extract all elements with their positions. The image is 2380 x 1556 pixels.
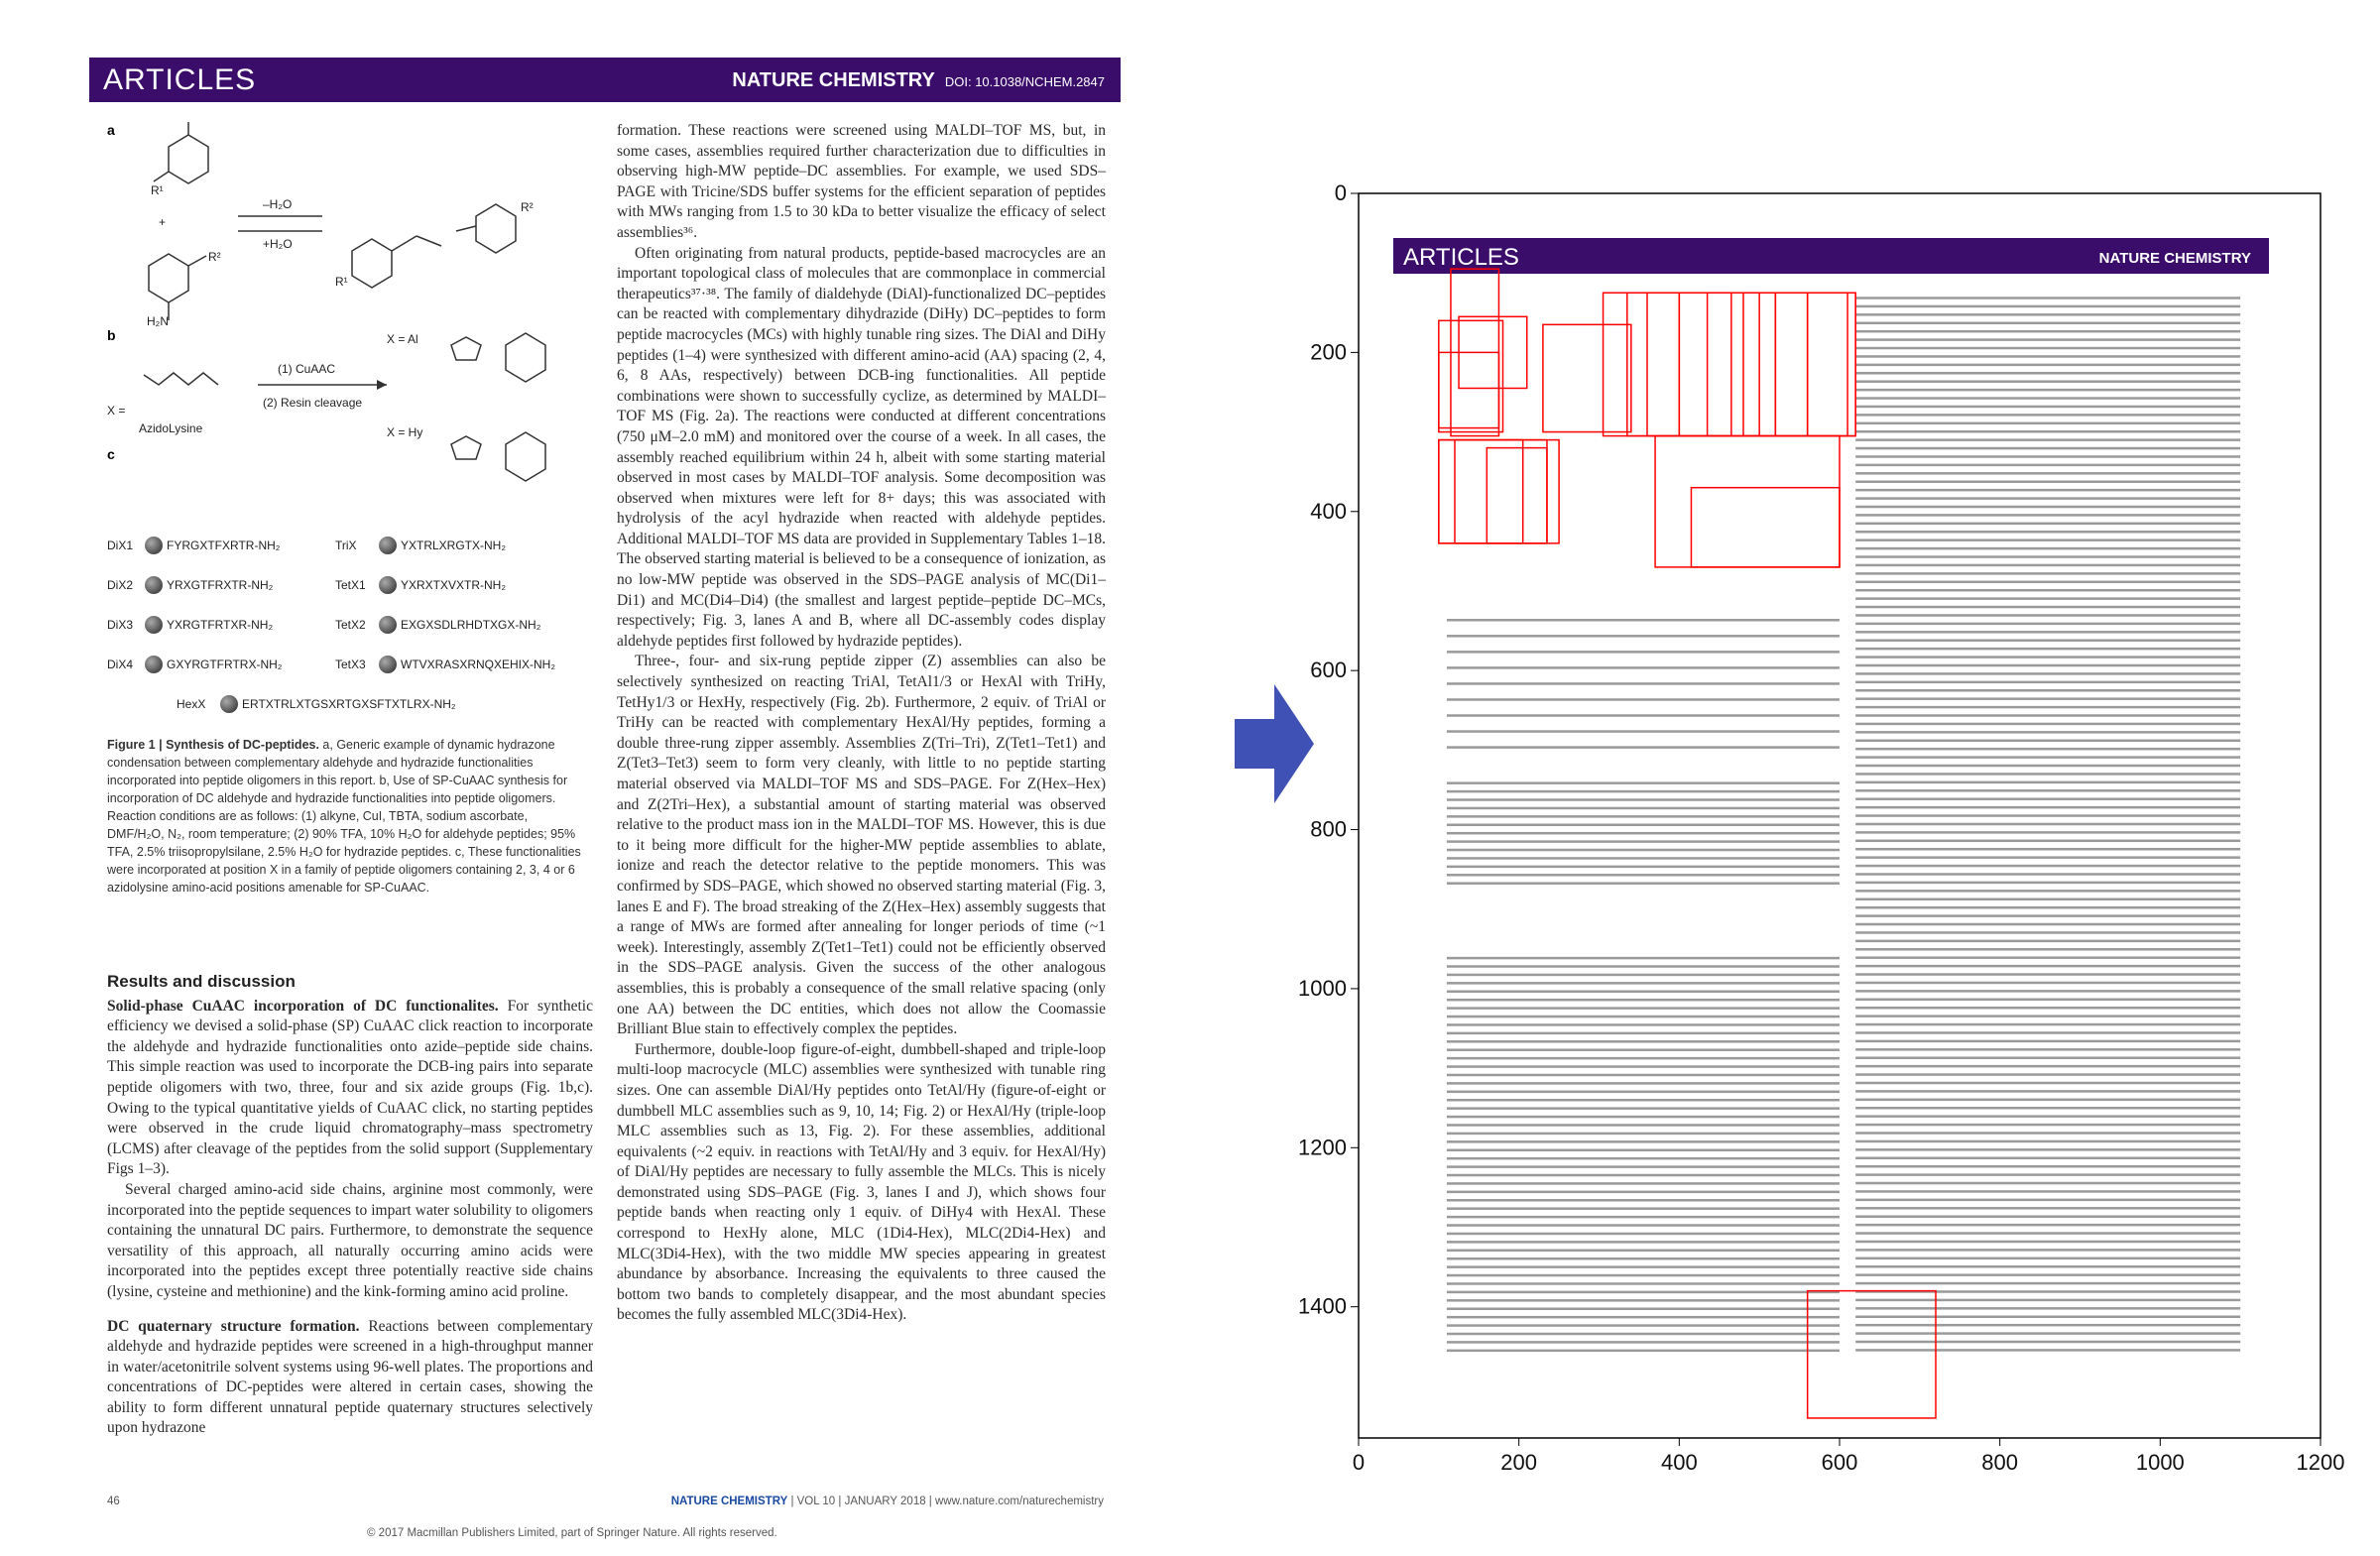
thumbnail-text-line [1855,523,2240,526]
paragraph: Three-, four- and six-rung peptide zipper (Z) assemblies can also be selectively synthesized on reacting TriAl, TetAl1/3 or HexAl with TriHy, TetHy1/3 or HexHy, respectively (Fig. 2b). Furthermore, 2 equiv. of TriAl or TriHy can be reacted with complementary HexAl/Hy peptides, forming a double three-rung zipper assembly. Assemblies Z(Tri–Tri), Z(Tet1–Tet1) and Z(Tet3–Tet3) seem to form very cleanly, with little to no peptide starting material observed via MALDI–TOF MS and SDS–PAGE. For Z(Hex–Hex) and Z(2Tri–Hex), a substantial amount of starting material was observed relative to the product mass ion in the MALDI–TOF MS. However, this is due to it being more difficult for the higher-MW peptide assemblies to ablate, ionize and reach the detector relative to the peptide monomers. This was confirmed by SDS–PAGE, which showed no observed starting material (Fig. 3, lanes E and F). The broad streaking of the Z(Hex–Hex) assembly suggests that a range of MWs are formed after annealing for longer periods of time (~1 week). Interestingly, assembly Z(Tet1–Tet1) could not be efficiently observed in the SDS–PAGE analysis. Given the success of the other analogous assemblies, this is probably a consequence of the small relative spacing (only one AA) between the DC entities, which does not allow the Coomassie Brilliant Blue stain to effectively complex the peptides. [617,653,1106,1038]
svg-text:R¹: R¹ [151,183,164,197]
thumbnail-text-line [1855,372,2240,375]
paragraph: Several charged amino-acid side chains, arginine most commonly, were incorporated into the peptide sequences to impart water solubility to oligomers containing the unnatural DC pairs. Furthermore, to demonstrate the sequence versatility of this approach, all naturally occurring amino acids were incorporated into the peptides except three potentially reactive side chains (lysine, cysteine and methionine) and the kink-forming amino acid proline. [107,1180,593,1300]
thumbnail-text-line [1855,1073,2240,1076]
thumbnail-text-line [1855,480,2240,483]
left-column [107,962,593,1439]
peptide-bead-icon [145,576,163,594]
thumbnail-text-line [1855,697,2240,700]
thumbnail-text-line [1855,397,2240,400]
y-tick-label: 400 [1310,498,1347,524]
thumbnail-text-line [1855,447,2240,450]
thumbnail-text-line [1855,1082,2240,1085]
thumbnail-text-line [1855,1031,2240,1034]
thumbnail-text-line [1855,1065,2240,1068]
thumbnail-text-line [1447,1241,1840,1244]
thumbnail-text-line [1447,849,1840,852]
thumbnail-text-line [1855,1232,2240,1235]
thumbnail-text-line [1447,965,1840,968]
thumbnail-text-line [1447,1116,1840,1119]
sequence-row-hex: HexX ERTXTRLXTGSXRTGXSFTXTLRX-NH₂ [177,697,456,711]
thumbnail-text-line [1447,1224,1840,1227]
thumbnail-text-line [1855,464,2240,467]
thumbnail-text-line [1855,948,2240,951]
thumbnail-text-line [1855,856,2240,859]
thumbnail-text-line [1855,514,2240,517]
thumbnail-text-line [1855,497,2240,500]
thumbnail-text-line [1855,531,2240,534]
thumbnail-text-line [1855,1023,2240,1026]
thumbnail-text-line [1855,1241,2240,1244]
peptide-bead-icon [145,537,163,554]
thumbnail-text-line [1447,1191,1840,1194]
thumbnail-text-line [1855,999,2240,1002]
thumbnail-text-line [1447,619,1840,622]
thumbnail-text-line [1447,651,1840,654]
thumbnail-text-line [1447,807,1840,810]
x-tick-label: 1200 [2296,1450,2345,1475]
thumbnail-text-line [1855,606,2240,609]
x-axis [1353,1438,2345,1475]
thumbnail-text-line [1855,1090,2240,1093]
thumbnail-text-line [1855,1124,2240,1127]
thumbnail-text-line [1447,1032,1840,1035]
transform-arrow-icon [1235,684,1314,803]
thumbnail-text-line [1447,1016,1840,1018]
thumbnail-text-line [1447,1023,1840,1026]
thumbnail-text-line [1447,857,1840,860]
y-tick-label: 1000 [1298,975,1347,1001]
annotated-page-plot [1298,174,2360,1475]
paragraph: Reactions between complementary aldehyde and hydrazide peptides were screened in a high-throughput manner in water/acetonitrile solvent systems using 96-well plates. The proportions and concentrations of DC-peptides were altered in certain cases, showing the ability to form different unnatural peptide quaternary structures selectively upon hydrazone [107,1317,593,1437]
thumbnail-text-line [1855,940,2240,943]
thumbnail-text-line [1855,1249,2240,1252]
thumbnail-text-line [1447,1007,1840,1010]
section-heading: Results and discussion [107,972,296,991]
x-tick-label: 800 [1981,1450,2019,1475]
thumbnail-text-line [1447,1282,1840,1285]
thumbnail-text-line [1855,840,2240,843]
thumbnail-text-line [1447,698,1840,701]
thumbnail-text-line [1855,873,2240,876]
footer-issue: | VOL 10 | JANUARY 2018 | www.nature.com/naturechemistry [787,1496,1104,1507]
thumbnail-text-line [1855,305,2240,308]
doi: DOI: 10.1038/NCHEM.2847 [944,74,1105,89]
thumbnail-text-line [1855,1056,2240,1059]
thumbnail-text-line [1855,572,2240,575]
sequence-row: DiX1 FYRGXTFXRTR-NH₂ TriX YXTRLXRGTX-NH₂ [107,539,507,552]
thumbnail-text-line [1855,1048,2240,1051]
thumbnail-text-line [1855,689,2240,692]
thumbnail-section-label: ARTICLES [1403,244,1519,271]
thumbnail-text-line [1855,1307,2240,1310]
thumbnail-text-line [1447,1257,1840,1260]
thumbnail-text-line [1855,1173,2240,1176]
svg-text:+: + [159,215,167,229]
thumbnail-text-line [1447,1182,1840,1185]
figure-caption [107,736,588,897]
thumbnail-text-line [1855,1140,2240,1143]
thumbnail-text-line [1855,1107,2240,1110]
thumbnail-text-line [1855,990,2240,993]
thumbnail-text-line [1855,1040,2240,1043]
thumbnail-text-line [1447,666,1840,669]
thumbnail-text-line [1447,1299,1840,1302]
cuaac-step: (1) CuAAC [278,362,336,376]
thumbnail-text-line [1855,965,2240,968]
thumbnail-text-line [1447,1082,1840,1085]
thumbnail-text-line [1855,597,2240,600]
thumbnail-text-line [1447,781,1840,784]
thumbnail-text-line [1447,714,1840,717]
thumbnail-text-line [1855,648,2240,651]
thumbnail-text-line [1447,1333,1840,1336]
thumbnail-text-line [1855,1224,2240,1227]
thumbnail-text-line [1447,1316,1840,1319]
peptide-bead-icon [379,537,397,554]
thumbnail-text-line [1855,313,2240,316]
svg-text:R²: R² [521,200,534,214]
caption-body: a, Generic example of dynamic hydrazone condensation between complementary aldehyde and hydrazide functionalities incorporated into peptide oligomers in this report. b, Use of SP-CuAAC synthesis for incorporation of DC aldehyde and hydrazide functionalities into peptide oligomers. Reaction conditions are as follows: (1) alkyne, CuI, TBTA, sodium ascorbate, DMF/H₂O, N₂, room temperature; (2) 90% TFA, 10% H₂O for aldehyde peptides; 95% TFA, 2.5% triisopropylsilane, 2.5% H₂O for hydrazide peptides. c, These functionalities were incorporated at position X in a family of peptide oligomers containing 2, 3, 4 or 6 azidolysine amino-acid positions amenable for SP-CuAAC. [107,738,581,895]
thumbnail-text-line [1447,1099,1840,1102]
thumbnail-text-line [1855,1190,2240,1193]
x-equals: X = [107,404,126,418]
thumbnail-text-line [1855,923,2240,926]
thumbnail-text-line [1447,635,1840,638]
x-tick-label: 200 [1500,1450,1538,1475]
sequence-row: DiX4 GXYRGTFRTRX-NH₂ TetX3 WTVXRASXRNQXEHIX-NH₂ [107,658,556,671]
thumbnail-text-line [1447,1233,1840,1236]
thumbnail-text-line [1855,823,2240,826]
y-tick-label: 1200 [1298,1135,1347,1160]
thumbnail-text-line [1855,589,2240,592]
thumbnail-text-line [1855,681,2240,684]
thumbnail-text-line [1447,882,1840,885]
thumbnail-text-line [1855,347,2240,350]
thumbnail-text-line [1855,1265,2240,1268]
thumbnail-text-line [1855,931,2240,934]
thumbnail-text-line [1447,1250,1840,1253]
thumbnail-text-line [1447,1207,1840,1210]
thumbnail-text-line [1855,973,2240,976]
y-tick-label: 1400 [1298,1293,1347,1319]
peptide-bead-icon [379,656,397,673]
thumbnail-text-line [1447,866,1840,869]
thumbnail-text-line [1447,974,1840,977]
equilibrium-arrows [238,216,322,231]
aldehyde-structure [149,122,208,320]
thumbnail-text-line [1855,956,2240,959]
thumbnail-text-line [1855,1273,2240,1276]
thumbnail-text-line [1855,1165,2240,1168]
thumbnail-text-line [1855,740,2240,743]
thumbnail-text-line [1447,746,1840,749]
thumbnail-text-line [1855,623,2240,626]
thumbnail-text-line [1855,1007,2240,1010]
footer-journal: NATURE CHEMISTRY [670,1496,788,1507]
panel-b-letter: b [107,327,116,343]
thumbnail-text-line [1855,297,2240,299]
sequence-row: DiX3 YXRGTFRTXR-NH₂ TetX2 EXGXSDLRHDTXGX-NH₂ [107,618,541,632]
thumbnail-text-line [1855,1099,2240,1102]
thumbnail-text-line [1855,890,2240,893]
right-column [617,121,1106,1326]
thumbnail-text-line [1447,1124,1840,1127]
thumbnail-text-line [1855,364,2240,367]
y-tick-label: 200 [1310,339,1347,365]
thumbnail-text-line [1855,914,2240,917]
thumbnail-text-line [1447,730,1840,733]
thumbnail-text-line [1447,1265,1840,1268]
thumbnail-text-line [1447,1324,1840,1327]
thumbnail-text-line [1855,455,2240,458]
thumbnail-text-line [1855,355,2240,358]
peptide-bead-icon [220,695,238,713]
thumbnail-text-line [1855,982,2240,985]
thumbnail-text-line [1447,1133,1840,1136]
paragraph: Furthermore, double-loop figure-of-eight, dumbbell-shaped and triple-loop multi-loop macrocycle (MLC) assemblies were synthesized with tunable ring sizes. One can assemble DiAl/Hy peptides onto TetAl/Hy (figure-of-eight or dumbbell MLC assemblies such as 9, 10, 14; Fig. 2) or HexAl/Hy (triple-loop MLC assemblies such as 13, Fig. 2). For these assemblies, additional equivalents (~2 equiv. in reactions with TetAl/Hy and 3 equiv. for HexAl/Hy) of DiAl/Hy peptides are necessary to fully assemble the MLCs. This is nicely demonstrated using SDS–PAGE (Fig. 3, lanes I and J), which shows four peptide bands when reacting only 1 equiv. of DiHy4 with HexAl. These correspond to HexHy alone, MLC (1Di4-Hex), MLC(2Di4-Hex) and MLC(3Di4-Hex), with the two middle MW species appearing in greatest abundance by absorbance. Increasing the equivalents to three caused the bottom two bands to completely disappear, and the most abundant species becomes the fully assembled MLC(3Di4-Hex). [617,1040,1106,1324]
svg-text:H₂N: H₂N [147,314,169,328]
thumbnail-text-line [1447,1165,1840,1168]
thumbnail-text-line [1855,773,2240,776]
thumbnail-text-line [1447,999,1840,1002]
thumbnail-text-line [1855,748,2240,751]
paragraph: For synthetic efficiency we devised a solid-phase (SP) CuAAC click reaction to incorporate the aldehyde and hydrazide functionalities onto azide–peptide side chains. This simple reaction was used to incorporate the DCB-ing pairs into separate peptide oligomers with two, three, four and six azide groups (Fig. 1b,c). Owing to the typical quantitative yields of CuAAC click, no starting peptides were observed in the crude liquid chromatography–mass spectrometry (LCMS) after cleavage of the peptides from the solid support (Supplementary Figs 1–3). [107,997,593,1178]
thumbnail-text-line [1855,322,2240,325]
y-tick-label: 800 [1310,816,1347,842]
azidolysine-label: AzidoLysine [139,421,203,435]
thumbnail-text-line [1855,906,2240,909]
thumbnail-text-line [1447,832,1840,835]
x-equals-al: X = Al [387,332,418,346]
paragraph: formation. These reactions were screened using MALDI–TOF MS, but, in some cases, assemblies required further characterization due to difficulties in observing high-MW peptide–DC assemblies. For example, we used SDS–PAGE with Tricine/SDS buffer systems for the efficient separation of peptides with MWs ranging from 1.5 to 30 kDa to better visualize the efficacy of select assemblies³⁶. [617,122,1106,241]
thumbnail-text-line [1855,614,2240,617]
thumbnail-text-line [1447,1157,1840,1160]
thumbnail-text-line [1855,781,2240,784]
thumbnail-text-line [1855,1115,2240,1118]
thumbnail-text-line [1447,957,1840,960]
thumbnail-text-line [1855,555,2240,558]
thumbnail-text-line [1447,790,1840,793]
thumbnail-text-line [1855,539,2240,541]
journal-banner [89,58,1121,102]
page-number: 46 [107,1496,120,1507]
thumbnail-text-line [1447,1107,1840,1110]
y-tick-label: 600 [1310,658,1347,683]
subheading-cuaac: Solid-phase CuAAC incorporation of DC functionalites. [107,997,499,1015]
peptide-bead-icon [145,656,163,673]
thumbnail-text-line [1447,1074,1840,1077]
thumbnail-text-line [1855,430,2240,433]
thumbnail-text-line [1855,414,2240,417]
x-tick-label: 0 [1352,1450,1366,1475]
thumbnail-text-line [1447,1199,1840,1202]
thumbnail-text-line [1855,1316,2240,1319]
thumbnail-text-line [1447,1341,1840,1344]
thumbnail-text-line [1447,682,1840,685]
thumbnail-text-line [1855,714,2240,717]
thumbnail-text-line [1855,723,2240,726]
thumbnail-text-line [1447,1140,1840,1143]
thumbnail-text-line [1855,1148,2240,1151]
x-tick-label: 1000 [2135,1450,2185,1475]
x-equals-hy: X = Hy [387,425,423,439]
thumbnail-text-line [1855,1207,2240,1210]
thumbnail-text-line [1855,406,2240,409]
thumbnail-text-line [1855,765,2240,768]
thumbnail-text-line [1447,1350,1840,1353]
thumbnail-text-line [1447,1274,1840,1277]
thumbnail-text-line [1855,506,2240,509]
thumbnail-text-line [1855,472,2240,475]
thumbnail-text-line [1855,547,2240,550]
peptide-bead-icon [145,616,163,634]
thumbnail-text-line [1447,1048,1840,1051]
thumbnail-text-line [1855,581,2240,584]
thumbnail-text-line [1855,1257,2240,1260]
thumbnail-text-line [1855,797,2240,800]
x-tick-label: 600 [1821,1450,1858,1475]
thumbnail-text-line [1855,1132,2240,1135]
thumbnail-text-line [1447,1307,1840,1310]
thumbnail-text-line [1855,806,2240,809]
caption-title: Figure 1 | Synthesis of DC-peptides. [107,738,319,752]
thumbnail-text-line [1855,656,2240,658]
thumbnail-text-line [1855,338,2240,341]
resin-step: (2) Resin cleavage [263,396,363,410]
thumbnail-text-line [1447,1149,1840,1152]
azidolysine-chain [144,373,218,385]
triazole-structures [451,333,545,481]
thumbnail-text-line [1447,1091,1840,1094]
thumbnail-text-line [1855,631,2240,634]
thumbnail-text-line [1855,672,2240,675]
thumbnail-text-line [1855,1332,2240,1335]
thumbnail-text-line [1855,731,2240,734]
plus-water: +H₂O [263,237,293,251]
thumbnail-text-line [1855,814,2240,817]
thumbnail-text-line [1447,815,1840,818]
hydrazone-product [352,204,516,288]
peptide-sequence-table [107,526,603,724]
section-label: ARTICLES [103,63,257,96]
thumbnail-text-line [1447,1216,1840,1219]
sequence-row: DiX2 YRXGTFRXTR-NH₂ TetX1 YXRXTXVXTR-NH₂ [107,578,507,592]
subheading-quaternary: DC quaternary structure formation. [107,1317,360,1335]
thumbnail-text-line [1447,991,1840,994]
x-tick-label: 400 [1660,1450,1698,1475]
y-tick-label: 0 [1334,180,1347,205]
thumbnail-text-line [1855,882,2240,885]
panel-a-letter: a [107,122,115,138]
peptide-bead-icon [379,576,397,594]
thumbnail-text-line [1855,1324,2240,1327]
peptide-bead-icon [379,616,397,634]
thumbnail-text-line [1855,1199,2240,1202]
thumbnail-text-line [1855,1349,2240,1352]
thumbnail-text-line [1447,1291,1840,1294]
panel-c-letter: c [107,446,115,462]
paragraph: Often originating from natural products, peptide-based macrocycles are an important topological class of molecules that are commonplace in commercial therapeutics³⁷·³⁸. The family of dialdehyde (DiAl)-functionalized DC–peptides can be reacted with complementary dihydrazide (DiHy) DC–peptides to form peptide macrocycles (MCs) with highly tunable ring sizes. The DiAl and DiHy peptides (1–4) were synthesized with different amino-acid (AA) spacing (2, 4, 6, 8 AAs, respectively) between DCB-ing functionalities. All peptide combinations were shown to successfully cyclize, as determined by MALDI–TOF MS (Fig. 2a). The reactions were conducted at different concentrations (750 μM–2.0 mM) and monitored over the course of a week. In all cases, the assembly reached equilibrium within 24 h, albeit with some starting material observed in most cases by MALDI–TOF analysis. Some decomposition was observed when mixtures were left for 8+ days; this was associated with hydrolysis of the acyl hydrazide when reacted with aldehyde peptides. Additional MALDI–TOF MS data are provided in Supplementary Tables 1–18. The observed starting material is believed to be a consequence of ionization, as no low-MW peptide was observed in the SDS–PAGE analysis of MC(Di1–Di1) and MC(Di4–Di4) (the smallest and largest peptide–peptide DC–MCs, respectively; Fig. 3, lanes A and B, where all DC-assembly codes display aldehyde peptides first followed by hydrazide peptides). [617,244,1106,650]
thumbnail-text-line [1855,1182,2240,1185]
journal-name: NATURE CHEMISTRY DOI: 10.1038/NCHEM.2847 [732,69,1105,91]
thumbnail-text-line [1855,422,2240,425]
thumbnail-text-line [1855,865,2240,868]
thumbnail-text-line [1855,831,2240,834]
thumbnail-text-line [1855,664,2240,667]
thumbnail-text-line [1855,380,2240,383]
thumbnail-text-line [1855,1215,2240,1218]
svg-text:R²: R² [208,250,221,264]
thumbnail-text-line [1447,874,1840,877]
thumbnail-text-line [1855,639,2240,642]
thumbnail-text-line [1855,489,2240,492]
copyright: © 2017 Macmillan Publishers Limited, part of Springer Nature. All rights reserved. [367,1527,777,1539]
thumbnail-text-line [1855,898,2240,900]
thumbnail-text-line [1855,1299,2240,1302]
thumbnail-text-line [1855,706,2240,709]
thumbnail-text-line [1855,848,2240,851]
thumbnail-text-line [1855,330,2240,333]
svg-text:R¹: R¹ [335,275,348,289]
thumbnail-text-line [1855,1282,2240,1285]
thumbnail-text-line [1855,389,2240,392]
thumbnail-text-line [1447,840,1840,843]
thumbnail-text-line [1447,824,1840,827]
thumbnail-text-line [1447,1174,1840,1177]
thumbnail-text-line [1447,1040,1840,1043]
thumbnail-text-line [1855,1157,2240,1160]
page-footer [107,1496,1104,1507]
thumbnail-text-line [1447,1057,1840,1060]
thumbnail-text-line [1855,1015,2240,1017]
thumbnail-text-line [1447,1065,1840,1068]
thumbnail-text-line [1855,1341,2240,1344]
thumbnail-text-line [1855,438,2240,441]
thumbnail-text-line [1447,982,1840,985]
thumbnail-text-line [1855,756,2240,759]
minus-water: –H₂O [263,197,293,211]
thumbnail-text-line [1855,564,2240,567]
thumbnail-text-line [1855,789,2240,792]
thumbnail-text-line [1447,798,1840,801]
thumbnail-journal-name: NATURE CHEMISTRY [2098,250,2251,267]
